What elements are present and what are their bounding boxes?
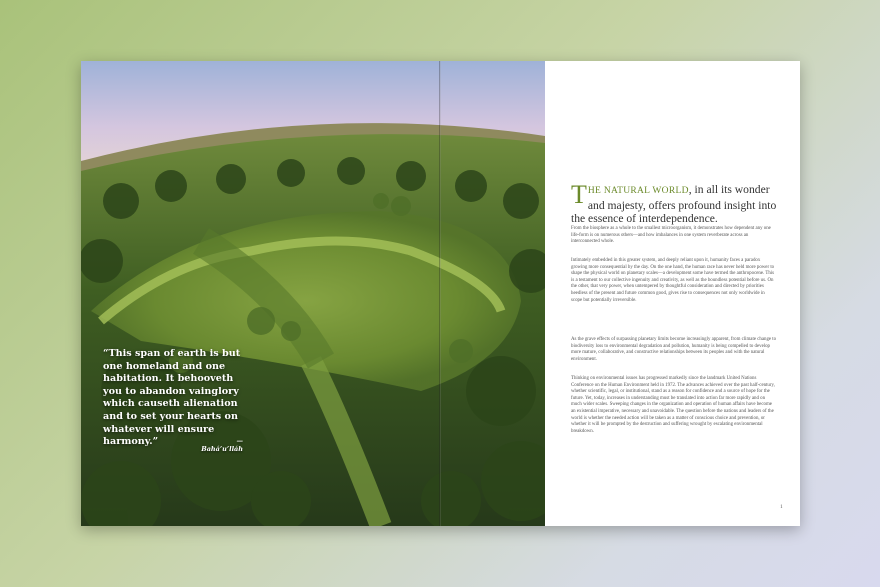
body-paragraph: Intimately embedded in this greater system, and deeply reliant upon it, humanity faces a paradox growing more consequential by the day. On the one hand, the human race has never held more power to shape the physical world on planetary scales—a development some have termed the anthropocene. This is a testament to our collective ingenuity and creativity, as well as the boundless potential before us. On the other, that very power, when untempered by thoughtful consideration and directed by priorities heedless of the present and future common good, gives rise to consequences not only worldwide in scope but potentially irreversible. bbox=[571, 258, 775, 303]
right-text-page bbox=[545, 61, 800, 526]
pull-quote: “This span of earth is but one homeland and one habitation. It behooveth you to abandon vainglory which causeth alienation and to set your hearts on whatever will ensure harmony.” bbox=[103, 348, 241, 448]
left-photo-page bbox=[81, 61, 545, 526]
body-paragraph: Thinking on environmental issues has progressed markedly since the landmark United Nations Conference on the Human Environment held in 1972. The advances achieved over the past half-century, whether scientific, legal, or institutional, stand as a reason for confidence and a source of hope for the future. Yet, today, increases in understanding must be translated into action far more rapidly and on much wider scales. Sweeping changes in the organization and operation of human affairs have become an existential imperative, necessary and unavoidable. The question before the nations and leaders of the world is whether the needed action will be taken as a matter of conscious choice and prevention, or whether it will be prompted by the destruction and suffering wrought by escalating environmental breakdown. bbox=[571, 376, 775, 434]
quote-attribution: — Bahá’u’lláh bbox=[201, 437, 243, 453]
drop-cap: T bbox=[571, 180, 587, 209]
body-paragraph: As the grave effects of surpassing planetary limits become increasingly apparent, from climate change to biodiversity loss to environmental degradation and pollution, humanity is being compelled to develop more mature, collaborative, and constructive relationships between its peoples and with the natural environment. bbox=[571, 337, 777, 362]
lead-small-caps: HE NATURAL WORLD bbox=[587, 186, 689, 196]
aerial-landscape-photo bbox=[81, 61, 545, 526]
lead-rest: , in all its wonder and majesty, offers profound insight into the essence of interdependence. bbox=[571, 183, 777, 225]
page-number: 1 bbox=[780, 504, 783, 510]
body-paragraph: From the biosphere as a whole to the smallest microorganism, it demonstrates how dependent any one life-form is on numerous others—and how imbalances in one system reverberate across an interconnected whole. bbox=[571, 226, 771, 245]
page-gutter bbox=[439, 61, 441, 526]
lead-heading bbox=[571, 180, 786, 226]
book-spread bbox=[81, 61, 800, 526]
